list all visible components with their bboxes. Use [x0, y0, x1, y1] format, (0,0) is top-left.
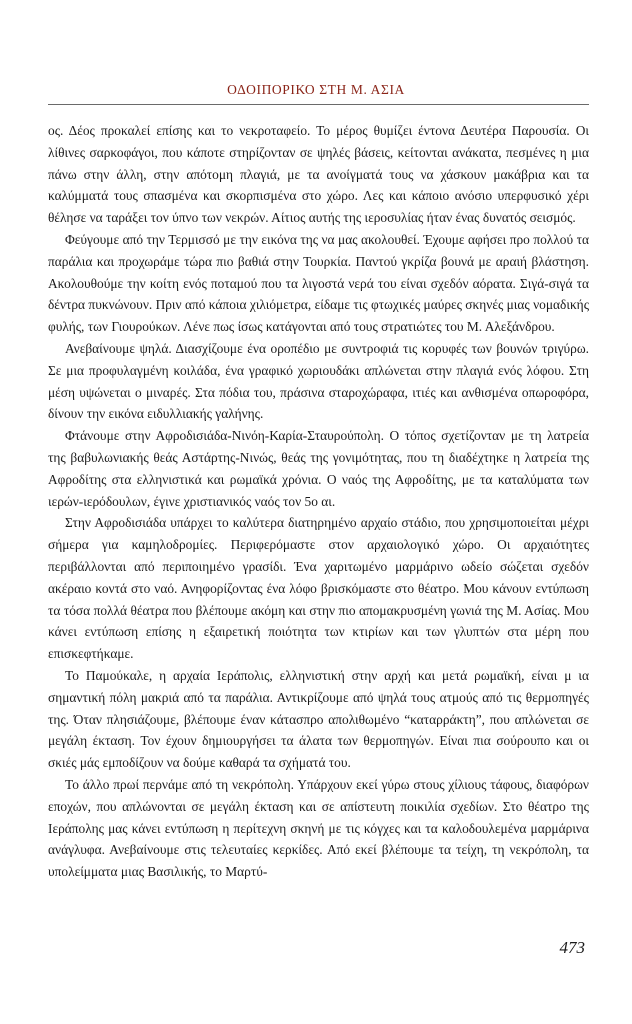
paragraph: Φεύγουμε από την Τερμισσό με την εικόνα της να μας ακολουθεί. Έχουμε αφήσει προ πολλού τα παράλια και προχωράμε τώρα πιο βαθιά στην Τουρκία. Παντού γκρίζα βουνά με αραιή βλάστηση. Ακολουθούμε την κοίτη ενός ποταμού που τα λιγοστά νερά του είναι σχεδόν αόρατα. Σιγά-σιγά τα δέντρα πυκνώνουν. Πριν από κάποια χιλιόμετρα, είδαμε τις φτωχικές μαύρες σκηνές μιας νομαδικής φυλής, των Γιουρούκων. Λένε πως ίσως κατάγονται από τους στρατιώτες του Μ. Αλεξάνδρου. [48, 231, 589, 335]
paragraph: Στην Αφροδισιάδα υπάρχει το καλύτερα διατηρημένο αρχαίο στάδιο, που χρησιμοποιείται μέχρι σήμερα για καμηλοδρομίες. Περιφερόμαστε στον αρχαιολογικό χώρο. Οι αρχαιότητες περιβάλλονται από περιποιημένο γρασίδι. Ένα χαριτωμένο μαρμάρινο ωδείο σώζεται σχεδόν ακέραιο κοντά στο ναό. Ανηφορίζοντας ένα λόφο βρισκόμαστε στο θέατρο. Μου κάνουν εντύπωση τα τόσα πολλά θέατρα που βλέπουμε ακόμη και στην πιο απομακρυσμένη γωνιά της Μ. Ασίας. Μου κάνει εντύπωση επίσης η εξαιρετική ποιότητα των κτιρίων και των γλυπτών στα μέρη που επισκεφτήκαμε. [48, 515, 589, 662]
paragraph: Το άλλο πρωί περνάμε από τη νεκρόπολη. Υπάρχουν εκεί γύρω στους χίλιους τάφους, διαφόρων εποχών, που απλώνονται σε μεγάλη έκταση και σε απίστευτη ποικιλία σχεδίων. Στο θέατρο της Ιεράπολης μας κάνει εντύπωση η περίτεχνη σκηνή με τις κόγχες και τα καλοδουλεμένα μαρμάρινα ανάγλυφα. Ανεβαίνουμε στις τελευταίες κερκίδες. Από εκεί βλέπουμε τα τείχη, τη νεκρόπολη, τα υπολείμματα μιας Βασιλικής, το Μαρτύ- [48, 776, 589, 880]
page-number: 473 [559, 938, 585, 957]
header-rule [48, 104, 589, 105]
body-text [48, 120, 589, 883]
paragraph: ος. Δέος προκαλεί επίσης και το νεκροταφείο. Το μέρος θυμίζει έντονα Δευτέρα Παρουσία. Οι λίθινες σαρκοφάγοι, που κάποτε στηρίζονταν σε ψηλές βάσεις, κείτονται ανάκατα, πεσμένες η μια πάνω στην άλλη, στην απότομη πλαγιά, με τα ανοίγματά τους να χάσκουν μακάβρια και τα καλύμματά τους σπασμένα και σκορπισμένα στο χώρο. Λες και κάποιο ανόσιο υπερφυσικό χέρι θέλησε να ταράξει τον ύπνο των νεκρών. Αίτιος αυτής της ιεροσυλίας ήταν ένας δυνατός σεισμός. [48, 123, 589, 226]
running-head-title: ΟΔΟΙΠΟΡΙΚΟ ΣΤΗ Μ. ΑΣΙΑ [227, 82, 405, 97]
paragraph: Ανεβαίνουμε ψηλά. Διασχίζουμε ένα οροπέδιο με συντροφιά τις κορυφές των βουνών τριγύρω. Σε μια προφυλαγμένη κοιλάδα, ένα γραφικό χωριουδάκι απλώνεται στην πλαγιά ενός λόφου. Στη μέση υψώνεται ο μιναρές. Στα πόδια του, πράσινα σταροχώραφα, ιτιές και ανθισμένα οπωροφόρα, δίνουν την εικόνα ειδυλλιακής γαλήνης. [48, 340, 589, 422]
paragraph: Φτάνουμε στην Αφροδισιάδα-Νινόη-Καρία-Σταυρούπολη. Ο τόπος σχετίζονταν με τη λατρεία της βαβυλωνιακής θεάς Αστάρτης-Νινώς, θεάς της γονιμότητας, που τη διαδέχτηκε η λατρεία της Αφροδίτης στα ελληνιστικά και ρωμαϊκά χρόνια. Ο ναός της Αφροδίτης, με τα καταλύματα των ιερών-ιερόδουλων, έγινε χριστιανικός ναός τον 5ο αι. [48, 428, 589, 509]
paragraph: Το Παμούκαλε, η αρχαία Ιεράπολις, ελληνιστική στην αρχή και μετά ρωμαϊκή, είναι μ ια σημαντική πόλη μακριά από τα παράλια. Αντικρίζουμε από ψηλά τους ατμούς από τις θερμοπηγές της. Όταν πλησιάζουμε, βλέπουμε έναν κάτασπρο απολιθωμένο “καταρράκτη”, που απλώνεται σε μεγάλη έκταση. Τον έχουν δημιουργήσει τα άλατα των θερμοπηγών. Είναι πια σούρουπο και οι σκιές μάς εμποδίζουν να δούμε καθαρά τα σχήματά του. [48, 667, 589, 771]
